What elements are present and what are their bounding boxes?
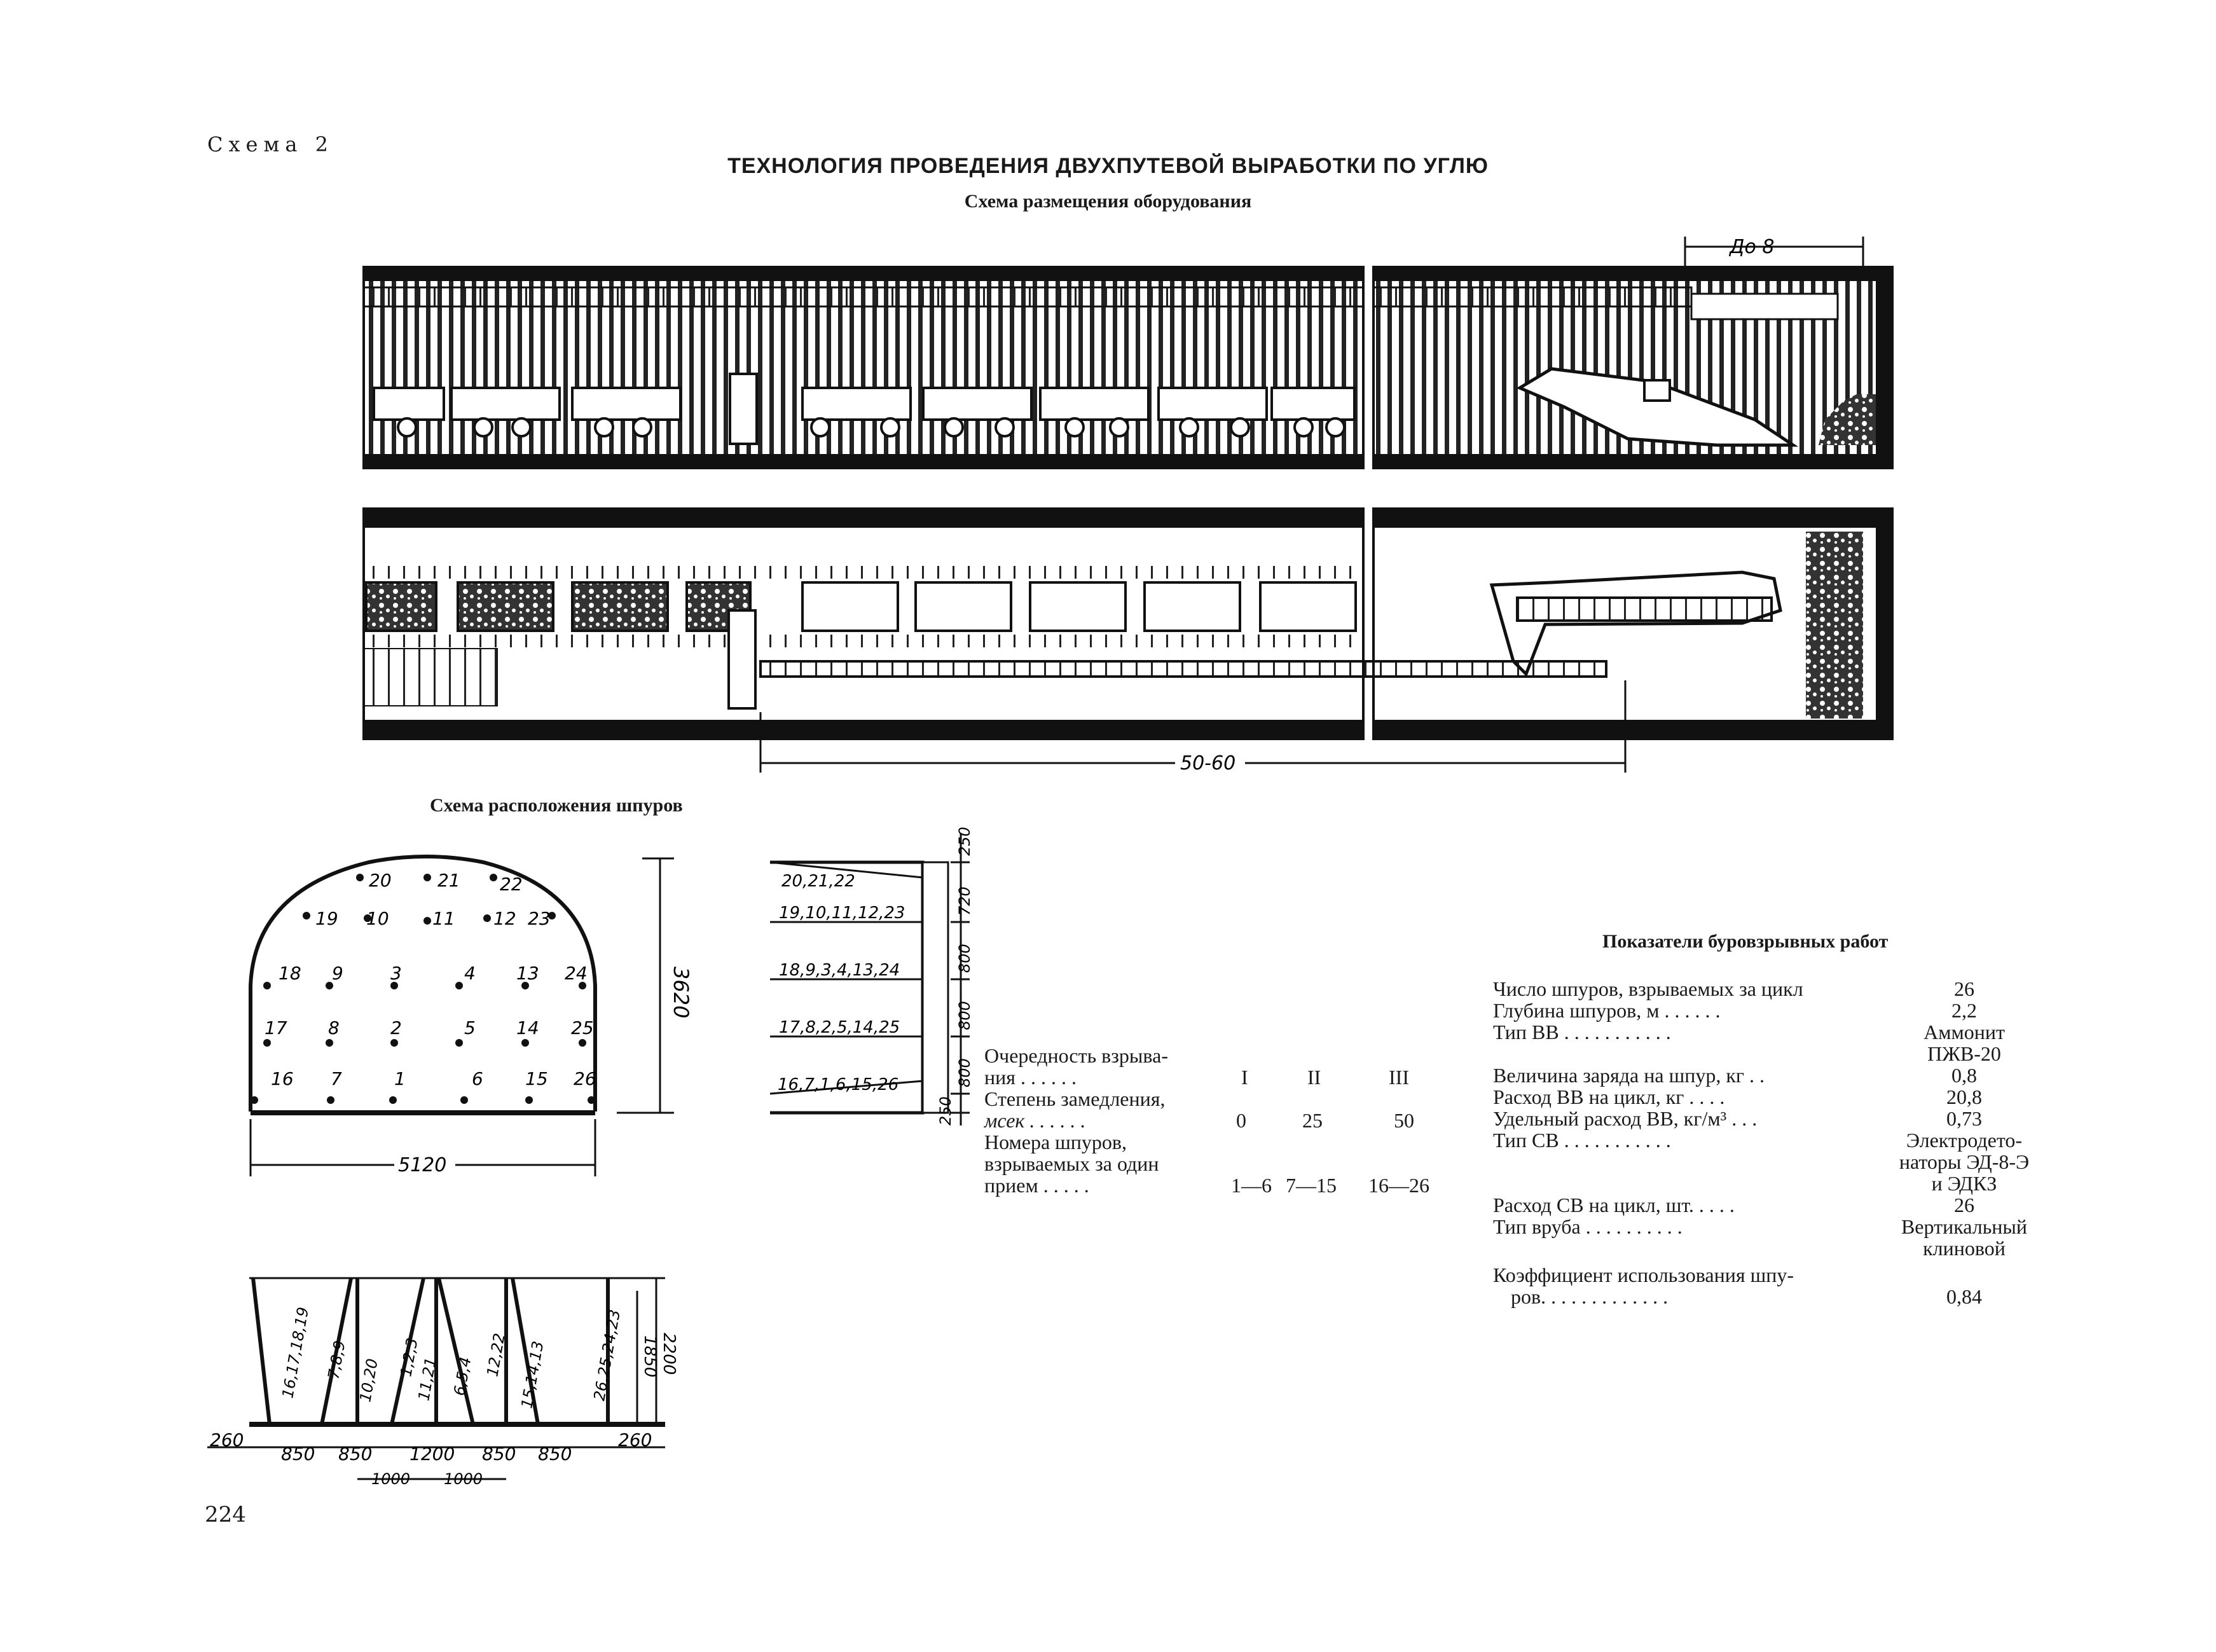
indicators-list	[1493, 978, 2065, 1307]
plan-bottom-label: 850	[281, 1443, 315, 1464]
seq-value: I	[1241, 1066, 1248, 1089]
ind-value: 2,2	[1951, 999, 1977, 1022]
ind-label: Удельный расход ВВ, кг/м³ . . .	[1493, 1107, 1758, 1130]
hole-label: 8	[328, 1017, 340, 1038]
ind-value: Аммонит	[1924, 1021, 2005, 1043]
plan-bottom-label: 850	[338, 1443, 373, 1464]
hole-label: 5	[464, 1017, 476, 1038]
hole-label: 9	[332, 963, 343, 984]
seq-value: III	[1389, 1066, 1409, 1089]
ind-value: 20,8	[1946, 1085, 1982, 1108]
ind-value: 0,84	[1946, 1285, 1982, 1308]
ind-value2: клиновой	[1923, 1237, 2006, 1260]
hole-label: 3	[390, 963, 402, 984]
ind-label: Расход СВ на цикл, шт. . . . .	[1493, 1194, 1735, 1216]
seq-row-label: Степень замедления,	[984, 1087, 1166, 1110]
seq-row-label: Очередность взрыва-	[984, 1044, 1168, 1067]
holes-section-title: Схема расположения шпуров	[430, 795, 683, 816]
hole-label: 22	[500, 874, 523, 895]
indicators-title: Показатели буровзрывных работ	[1602, 931, 1889, 952]
plan-depth-label: 1850	[640, 1335, 659, 1378]
plan-bottom-label: 260	[210, 1429, 244, 1450]
side-row-label: 20,21,22	[781, 872, 855, 891]
hole-label: 15	[525, 1068, 548, 1089]
ind-value: 26	[1954, 1194, 1974, 1216]
equipment-layout-drawing	[0, 0, 2216, 801]
ind-value3: и ЭДКЗ	[1931, 1172, 1997, 1195]
page-subtitle: Схема размещения оборудования	[964, 191, 1252, 212]
hole-label: 19	[315, 908, 338, 929]
seq-value: 7—15	[1286, 1174, 1337, 1197]
seq-value: 1—6	[1231, 1174, 1272, 1197]
hole-label: 25	[571, 1017, 594, 1038]
hole-label: 1	[394, 1068, 406, 1089]
ind-value: Вертикальный	[1901, 1215, 2028, 1238]
ind-label: Тип ВВ . . . . . . . . . . .	[1493, 1021, 1671, 1043]
plan-hole-label: 10,20	[356, 1357, 382, 1404]
ind-value: 0,73	[1946, 1107, 1982, 1130]
plan-bottom2-label: 1000	[371, 1470, 411, 1488]
side-dim-label: 250	[956, 827, 974, 856]
seq-value: 16—26	[1368, 1174, 1429, 1197]
hole-label: 16	[271, 1068, 294, 1089]
ind-value: 26	[1954, 977, 1974, 1000]
scheme-label: Схема 2	[207, 132, 334, 156]
side-row-label: 19,10,11,12,23	[779, 904, 905, 923]
hole-label: 12	[493, 908, 516, 929]
plan-hole-label: 6,5,4	[450, 1356, 475, 1398]
hole-label: 10	[366, 908, 389, 929]
plan-hole-label: 16,17,18,19	[279, 1305, 313, 1400]
hole-label: 2	[390, 1017, 402, 1038]
seq-row-label: Номера шпуров,	[984, 1131, 1127, 1153]
plan-bottom-label: 260	[618, 1429, 652, 1450]
plan-hole-label: 26,25,24,23	[590, 1308, 624, 1403]
seq-value: II	[1307, 1066, 1321, 1089]
plan-hole-label: 1,2,3	[397, 1337, 422, 1379]
bottom-dimension-label: 50-60	[1180, 752, 1236, 774]
face-width-label: 5120	[398, 1154, 447, 1176]
top-dimension-label: До 8	[1730, 236, 1775, 258]
ind-value2: наторы ЭД-8-Э	[1899, 1150, 2030, 1173]
side-dim-label: 720	[956, 886, 974, 916]
ind-label: Тип вруба . . . . . . . . . .	[1493, 1215, 1683, 1238]
hole-label: 6	[472, 1068, 483, 1089]
plan-bottom-label: 850	[538, 1443, 572, 1464]
plan-bottom-label: 850	[482, 1443, 516, 1464]
face-height-label: 3620	[669, 967, 693, 1019]
hole-label: 17	[265, 1017, 287, 1038]
hole-label: 20	[369, 870, 392, 891]
side-dim-label: 250	[937, 1096, 954, 1125]
hole-label: 24	[565, 963, 588, 984]
plan-hole-label: 11,21	[415, 1356, 440, 1403]
side-row-label: 17,8,2,5,14,25	[779, 1018, 900, 1037]
plan-holes-diagram	[207, 1265, 691, 1494]
hole-label: 11	[432, 908, 455, 929]
ind-label: Величина заряда на шпур, кг . .	[1493, 1064, 1765, 1087]
page-title: ТЕХНОЛОГИЯ ПРОВЕДЕНИЯ ДВУХПУТЕВОЙ ВЫРАБОТКИ ПО УГЛЮ	[727, 154, 1489, 178]
seq-value: 0	[1236, 1109, 1246, 1132]
ind-label: Глубина шпуров, м . . . . . .	[1493, 999, 1721, 1022]
side-dim-label: 800	[956, 1001, 974, 1030]
side-row-label: 18,9,3,4,13,24	[779, 961, 900, 980]
sequence-table	[984, 1044, 1455, 1195]
hole-label: 21	[437, 870, 460, 891]
plan-bottom2-label: 1000	[444, 1470, 483, 1488]
plan-depth-label: 2200	[659, 1333, 678, 1375]
plan-view	[364, 509, 1892, 739]
seq-row-label2: прием . . . . .	[984, 1174, 1089, 1197]
hole-label: 4	[464, 963, 476, 984]
side-dim-label: 800	[956, 1058, 974, 1087]
plan-bottom-label: 1200	[409, 1443, 455, 1464]
plan-hole-label: 12,22	[483, 1332, 509, 1379]
section-view	[364, 267, 1892, 468]
seq-value: 25	[1302, 1109, 1323, 1132]
plan-hole-label: 15,14,13	[518, 1339, 547, 1410]
hole-label: 18	[279, 963, 301, 984]
ind-value: 0,8	[1951, 1064, 1977, 1087]
hole-label: 7	[331, 1068, 342, 1089]
ind-label: Расход ВВ на цикл, кг . . . .	[1493, 1085, 1725, 1108]
ind-label2: ров. . . . . . . . . . . . .	[1511, 1285, 1669, 1308]
hole-label: 13	[516, 963, 539, 984]
side-dim-label: 800	[956, 944, 974, 973]
plan-hole-label: 7,8,9	[324, 1339, 349, 1381]
seq-row-label2: ния . . . . . .	[984, 1066, 1077, 1089]
ind-value2: ПЖВ-20	[1927, 1042, 2001, 1065]
side-row-label: 16,7,1,6,15,26	[778, 1075, 899, 1094]
ind-label: Тип СВ . . . . . . . . . . .	[1493, 1129, 1671, 1152]
hole-label: 14	[516, 1017, 539, 1038]
page-number: 224	[205, 1502, 246, 1527]
side-diagram	[760, 820, 989, 1138]
ind-value: Электродето-	[1906, 1129, 2023, 1152]
ind-label: Число шпуров, взрываемых за цикл	[1493, 977, 1803, 1000]
ind-label: Коэффициент использования шпу-	[1493, 1263, 1794, 1286]
hole-label: 26	[574, 1068, 596, 1089]
seq-row-label2: мсек . . . . . .	[984, 1109, 1086, 1132]
hole-label: 23	[528, 908, 551, 929]
face-diagram	[235, 839, 693, 1195]
seq-value: 50	[1394, 1109, 1414, 1132]
seq-row-label3: взрываемых за один	[984, 1152, 1159, 1175]
